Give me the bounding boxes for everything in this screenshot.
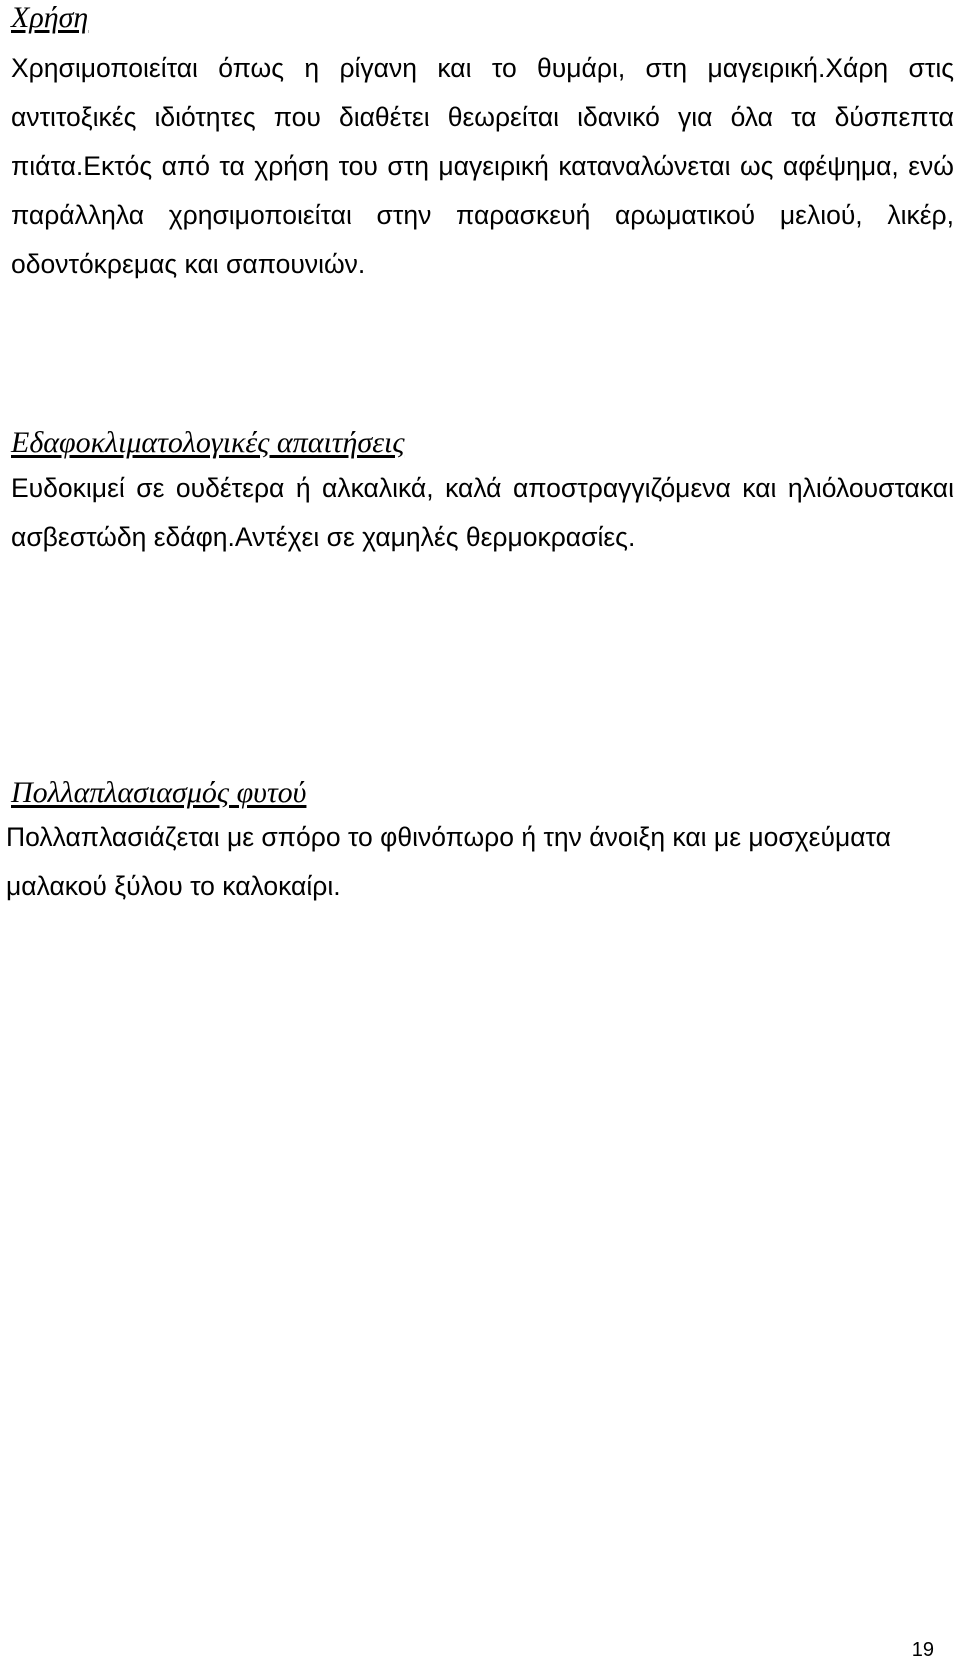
page-number: 19: [911, 1639, 934, 1661]
section-text-usage: Χρησιμοποιείται όπως η ρίγανη και το θυμάρι, στη μαγειρική.Χάρη στις αντιτοξικές ιδιότητες που διαθέτει θεωρείται ιδανικό για όλα τα δύσπεπτα πιάτα.Εκτός από τα χρήση του στη μαγειρική καταναλώνεται ως αφέψημα, ενώ παράλληλα χρησιμοποιείται στην παρασκευή αρωματικού μελιού, λικέρ, οδοντόκρεμας και σαπουνιών.: [11, 53, 954, 279]
section-heading-propagation: Πολλαπλασιασμός φυτού: [11, 776, 307, 809]
section-heading-soil-climate: Εδαφοκλιματολογικές απαιτήσεις: [11, 426, 405, 459]
section-text-soil-climate: Ευδοκιμεί σε ουδέτερα ή αλκαλικά, καλά αποστραγγιζόμενα και ηλιόλουστακαι ασβεστώδη εδάφη.Αντέχει σε χαμηλές θερμοκρασίες.: [11, 473, 954, 552]
section-usage: [11, 0, 954, 289]
section-propagation: [6, 775, 956, 911]
section-soil-climate: [11, 425, 954, 562]
section-heading-usage: Χρήση: [11, 1, 89, 34]
section-text-propagation: Πολλαπλασιάζεται με σπόρο το φθινόπωρο ή την άνοιξη και με μοσχεύματα μαλακού ξύλου το καλοκαίρι.: [6, 822, 891, 901]
